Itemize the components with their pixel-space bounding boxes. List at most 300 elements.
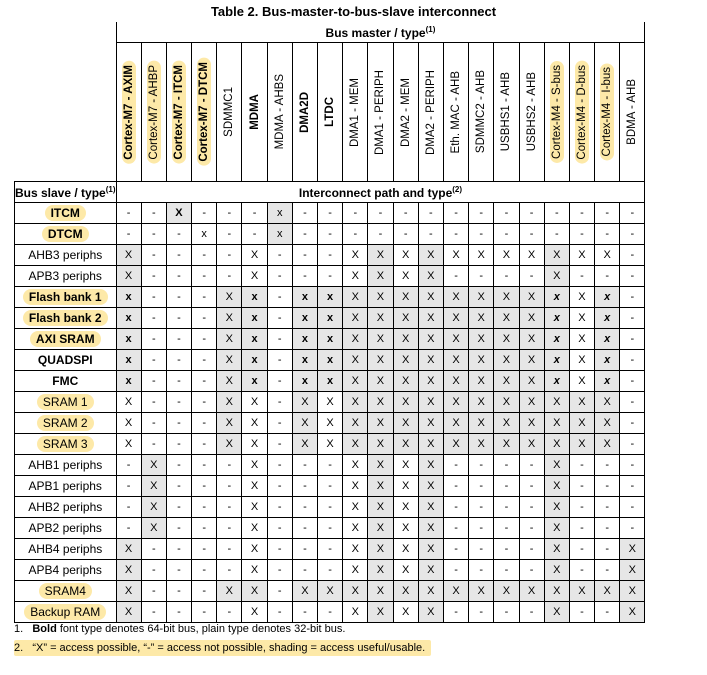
master-label: USBHS2 - AHB: [525, 72, 538, 152]
interconnect-cell: X: [393, 392, 418, 413]
interconnect-cell: -: [494, 518, 519, 539]
interconnect-cell: X: [544, 560, 569, 581]
interconnect-cell: -: [192, 392, 217, 413]
interconnect-cell: X: [116, 581, 141, 602]
interconnect-cell: X: [569, 413, 594, 434]
interconnect-cell: -: [620, 392, 645, 413]
master-label: USBHS1 - AHB: [500, 72, 513, 152]
interconnect-cell: -: [116, 476, 141, 497]
interconnect-cell: X: [393, 476, 418, 497]
slave-label: APB3 periphs: [28, 269, 102, 283]
interconnect-cell: X: [494, 581, 519, 602]
slave-label: APB4 periphs: [28, 563, 102, 577]
interconnect-cell: X: [343, 560, 368, 581]
interconnect-cell: x: [595, 308, 620, 329]
interconnect-cell: -: [267, 539, 292, 560]
interconnect-cell: x: [242, 350, 267, 371]
interconnect-cell: X: [393, 602, 418, 623]
master-label: DMA2D: [298, 91, 311, 133]
interconnect-cell: -: [116, 224, 141, 245]
interconnect-cell: -: [267, 392, 292, 413]
interconnect-cell: -: [217, 560, 242, 581]
master-column-header: [620, 43, 645, 182]
master-label: SDMMC2 - AHB: [475, 70, 488, 154]
interconnect-cell: x: [267, 224, 292, 245]
master-column-header: [217, 43, 242, 182]
interconnect-cell: X: [418, 392, 443, 413]
interconnect-cell: -: [368, 224, 393, 245]
interconnect-cell: x: [544, 287, 569, 308]
interconnect-cell: -: [318, 560, 343, 581]
interconnect-cell: X: [343, 287, 368, 308]
table-row: [15, 539, 645, 560]
slave-name-cell: [15, 497, 117, 518]
master-label: DMA2 - MEM: [399, 77, 412, 147]
interconnect-cell: X: [443, 392, 468, 413]
interconnect-cell: X: [368, 518, 393, 539]
interconnect-cell: X: [393, 539, 418, 560]
interconnect-cell: -: [620, 371, 645, 392]
table-row: [15, 329, 645, 350]
interconnect-cell: -: [494, 203, 519, 224]
interconnect-cell: -: [141, 392, 166, 413]
interconnect-cell: -: [141, 287, 166, 308]
interconnect-cell: X: [519, 287, 544, 308]
interconnect-cell: -: [469, 602, 494, 623]
interconnect-cell: X: [217, 581, 242, 602]
interconnect-cell: X: [343, 392, 368, 413]
interconnect-cell: -: [192, 350, 217, 371]
interconnect-cell: -: [267, 371, 292, 392]
interconnect-cell: X: [418, 434, 443, 455]
interconnect-cell: X: [469, 434, 494, 455]
interconnect-cell: x: [242, 287, 267, 308]
interconnect-cell: X: [242, 581, 267, 602]
interconnect-cell: -: [166, 476, 191, 497]
bus-slave-header: [15, 182, 117, 203]
interconnect-cell: -: [343, 203, 368, 224]
interconnect-cell: X: [443, 329, 468, 350]
interconnect-cell: -: [494, 266, 519, 287]
master-column-header: [242, 43, 267, 182]
table-row: [15, 434, 645, 455]
interconnect-cell: X: [141, 497, 166, 518]
interconnect-cell: -: [267, 350, 292, 371]
interconnect-cell: X: [469, 413, 494, 434]
interconnect-cell: -: [569, 560, 594, 581]
interconnect-cell: X: [116, 602, 141, 623]
interconnect-cell: X: [418, 266, 443, 287]
interconnect-cell: X: [343, 371, 368, 392]
master-column-header: [141, 43, 166, 182]
interconnect-cell: X: [242, 455, 267, 476]
interconnect-cell: X: [544, 245, 569, 266]
interconnect-cell: X: [569, 287, 594, 308]
interconnect-cell: x: [318, 287, 343, 308]
interconnect-cell: -: [141, 224, 166, 245]
interconnect-cell: -: [217, 518, 242, 539]
interconnect-cell: X: [418, 287, 443, 308]
interconnect-cell: -: [318, 224, 343, 245]
interconnect-cell: -: [519, 476, 544, 497]
interconnect-cell: X: [116, 266, 141, 287]
interconnect-cell: X: [494, 329, 519, 350]
interconnect-cell: -: [469, 455, 494, 476]
interconnect-cell: X: [494, 434, 519, 455]
interconnect-cell: -: [443, 455, 468, 476]
interconnect-cell: X: [368, 350, 393, 371]
interconnect-cell: -: [166, 224, 191, 245]
slave-label: FMC: [52, 374, 79, 388]
master-label: MDMA - AHBS: [273, 74, 286, 150]
interconnect-cell: -: [595, 497, 620, 518]
interconnect-cell: x: [595, 371, 620, 392]
interconnect-cell: -: [443, 602, 468, 623]
interconnect-cell: X: [368, 266, 393, 287]
interconnect-cell: X: [418, 245, 443, 266]
interconnect-cell: X: [519, 371, 544, 392]
interconnect-cell: -: [242, 224, 267, 245]
slave-label: AHB3 periphs: [28, 248, 103, 262]
interconnect-cell: -: [141, 266, 166, 287]
interconnect-cell: -: [494, 560, 519, 581]
interconnect-cell: X: [469, 581, 494, 602]
interconnect-cell: X: [217, 434, 242, 455]
bus-master-footnote-ref: (1): [425, 24, 436, 34]
interconnect-cell: -: [166, 308, 191, 329]
interconnect-cell: -: [443, 203, 468, 224]
interconnect-cell: -: [620, 266, 645, 287]
interconnect-cell: X: [519, 308, 544, 329]
interconnect-cell: X: [519, 581, 544, 602]
slave-header-row: [15, 182, 645, 203]
interconnect-cell: -: [166, 518, 191, 539]
interconnect-cell: -: [469, 476, 494, 497]
interconnect-cell: -: [192, 560, 217, 581]
slave-name-cell: [15, 266, 117, 287]
interconnect-cell: -: [192, 203, 217, 224]
master-label: Cortex-M4 - D-bus: [575, 61, 589, 164]
interconnect-cell: -: [116, 497, 141, 518]
slave-label: QUADSPI: [37, 353, 93, 367]
master-label: Eth. MAC - AHB: [450, 70, 463, 154]
interconnect-cell: X: [519, 413, 544, 434]
interconnect-cell: X: [544, 266, 569, 287]
interconnect-cell: -: [620, 497, 645, 518]
interconnect-cell: -: [494, 497, 519, 518]
table-row: [15, 350, 645, 371]
interconnect-cell: X: [242, 245, 267, 266]
interconnect-cell: X: [443, 371, 468, 392]
interconnect-cell: X: [544, 497, 569, 518]
interconnect-cell: x: [242, 329, 267, 350]
interconnect-cell: -: [595, 560, 620, 581]
interconnect-cell: -: [217, 602, 242, 623]
interconnect-cell: X: [494, 392, 519, 413]
interconnect-cell: X: [217, 371, 242, 392]
interconnect-cell: X: [544, 602, 569, 623]
interconnect-cell: -: [418, 203, 443, 224]
interconnect-footnote-ref: (2): [452, 184, 463, 194]
interconnect-cell: -: [620, 350, 645, 371]
interconnect-cell: -: [166, 392, 191, 413]
interconnect-cell: -: [595, 602, 620, 623]
interconnect-cell: X: [368, 581, 393, 602]
master-label: Cortex-M7 - DTCM: [197, 58, 211, 166]
interconnect-cell: -: [192, 602, 217, 623]
interconnect-cell: -: [620, 308, 645, 329]
interconnect-cell: X: [544, 434, 569, 455]
interconnect-cell: -: [116, 203, 141, 224]
interconnect-cell: -: [620, 413, 645, 434]
interconnect-cell: -: [267, 560, 292, 581]
interconnect-cell: -: [292, 497, 317, 518]
interconnect-cell: -: [292, 518, 317, 539]
interconnect-cell: -: [141, 371, 166, 392]
interconnect-cell: X: [343, 413, 368, 434]
interconnect-cell: X: [569, 245, 594, 266]
interconnect-cell: X: [544, 392, 569, 413]
interconnect-cell: X: [217, 413, 242, 434]
interconnect-cell: X: [343, 518, 368, 539]
interconnect-cell: X: [443, 434, 468, 455]
interconnect-cell: -: [141, 539, 166, 560]
interconnect-cell: -: [292, 455, 317, 476]
interconnect-cell: -: [267, 518, 292, 539]
interconnect-cell: X: [343, 581, 368, 602]
interconnect-cell: -: [166, 350, 191, 371]
interconnect-cell: -: [292, 539, 317, 560]
interconnect-cell: X: [569, 329, 594, 350]
interconnect-cell: -: [569, 476, 594, 497]
interconnect-cell: -: [595, 224, 620, 245]
interconnect-cell: X: [469, 287, 494, 308]
footnote-1-text: font type denotes 64-bit bus, plain type denotes 32-bit bus.: [56, 623, 346, 635]
interconnect-cell: X: [418, 497, 443, 518]
interconnect-cell: -: [494, 539, 519, 560]
interconnect-cell: -: [141, 308, 166, 329]
interconnect-cell: X: [443, 581, 468, 602]
interconnect-cell: x: [318, 329, 343, 350]
interconnect-cell: X: [494, 308, 519, 329]
interconnect-cell: -: [141, 560, 166, 581]
bus-slave-footnote-ref: (1): [105, 184, 116, 194]
interconnect-cell: X: [217, 308, 242, 329]
interconnect-cell: -: [443, 266, 468, 287]
interconnect-cell: -: [192, 518, 217, 539]
interconnect-cell: X: [418, 455, 443, 476]
corner-cell: [15, 22, 117, 182]
interconnect-cell: -: [267, 581, 292, 602]
slave-name-cell: [15, 308, 117, 329]
interconnect-cell: x: [292, 308, 317, 329]
interconnect-cell: -: [620, 518, 645, 539]
interconnect-cell: -: [343, 224, 368, 245]
interconnect-cell: X: [418, 308, 443, 329]
footnote-1: [14, 623, 345, 635]
interconnect-cell: X: [469, 329, 494, 350]
interconnect-cell: -: [393, 203, 418, 224]
footnote-2-text: “X” = access possible, “-” = access not possible, shading = access useful/usable.: [32, 642, 426, 654]
interconnect-cell: X: [620, 560, 645, 581]
master-column-header: [494, 43, 519, 182]
interconnect-cell: X: [116, 560, 141, 581]
interconnect-cell: -: [166, 497, 191, 518]
interconnect-cell: -: [292, 245, 317, 266]
interconnect-cell: x: [267, 203, 292, 224]
interconnect-cell: X: [393, 413, 418, 434]
interconnect-cell: -: [494, 224, 519, 245]
interconnect-cell: X: [368, 329, 393, 350]
interconnect-cell: -: [569, 266, 594, 287]
interconnect-cell: -: [368, 203, 393, 224]
interconnect-cell: X: [418, 560, 443, 581]
interconnect-cell: -: [267, 287, 292, 308]
interconnect-cell: X: [443, 308, 468, 329]
interconnect-cell: -: [141, 203, 166, 224]
interconnect-cell: X: [116, 434, 141, 455]
slave-name-cell: [15, 203, 117, 224]
interconnect-cell: X: [418, 371, 443, 392]
table-row: [15, 476, 645, 497]
interconnect-cell: -: [141, 329, 166, 350]
interconnect-cell: -: [217, 224, 242, 245]
bus-master-header: [116, 22, 645, 43]
interconnect-cell: -: [292, 560, 317, 581]
interconnect-cell: -: [217, 203, 242, 224]
interconnect-cell: -: [443, 539, 468, 560]
interconnect-cell: X: [368, 392, 393, 413]
interconnect-cell: X: [343, 329, 368, 350]
interconnect-cell: -: [192, 434, 217, 455]
interconnect-cell: X: [418, 581, 443, 602]
interconnect-cell: -: [494, 602, 519, 623]
interconnect-cell: X: [343, 308, 368, 329]
master-column-header: [292, 43, 317, 182]
interconnect-cell: -: [292, 203, 317, 224]
slave-name-cell: [15, 581, 117, 602]
interconnect-cell: x: [544, 329, 569, 350]
interconnect-cell: X: [318, 434, 343, 455]
interconnect-cell: -: [443, 476, 468, 497]
interconnect-cell: -: [519, 518, 544, 539]
interconnect-cell: -: [141, 350, 166, 371]
interconnect-cell: -: [620, 455, 645, 476]
interconnect-cell: -: [318, 245, 343, 266]
table-row: [15, 371, 645, 392]
interconnect-cell: -: [569, 602, 594, 623]
interconnect-cell: X: [595, 413, 620, 434]
slave-name-cell: [15, 245, 117, 266]
interconnect-cell: X: [569, 350, 594, 371]
slave-label: AHB1 periphs: [28, 458, 103, 472]
interconnect-cell: X: [544, 539, 569, 560]
master-column-header: [116, 43, 141, 182]
bus-slave-label: Bus slave / type: [15, 185, 106, 200]
interconnect-cell: X: [519, 434, 544, 455]
interconnect-cell: X: [242, 392, 267, 413]
interconnect-cell: X: [368, 287, 393, 308]
table-row: [15, 203, 645, 224]
interconnect-cell: x: [544, 308, 569, 329]
interconnect-cell: -: [217, 539, 242, 560]
slave-name-cell: [15, 455, 117, 476]
interconnect-label: Interconnect path and type: [298, 185, 453, 200]
interconnect-cell: -: [595, 203, 620, 224]
footnote-1-number: 1.: [14, 623, 24, 635]
interconnect-cell: X: [368, 497, 393, 518]
slave-name-cell: [15, 560, 117, 581]
interconnect-cell: -: [141, 581, 166, 602]
interconnect-cell: -: [192, 245, 217, 266]
slave-name-cell: [15, 392, 117, 413]
slave-label: AHB2 periphs: [28, 500, 103, 514]
interconnect-cell: -: [569, 497, 594, 518]
interconnect-cell: -: [519, 602, 544, 623]
interconnect-cell: -: [141, 602, 166, 623]
interconnect-cell: X: [217, 287, 242, 308]
slave-name-cell: [15, 350, 117, 371]
interconnect-cell: -: [318, 266, 343, 287]
slave-label: Backup RAM: [24, 604, 106, 620]
interconnect-cell: x: [292, 350, 317, 371]
table-row: [15, 413, 645, 434]
interconnect-cell: -: [217, 455, 242, 476]
master-label: Cortex-M4 - S-bus: [550, 61, 564, 163]
interconnect-cell: X: [343, 476, 368, 497]
interconnect-cell: -: [519, 203, 544, 224]
slave-label: APB1 periphs: [28, 479, 102, 493]
master-label: BDMA - AHB: [626, 79, 639, 145]
slave-name-cell: [15, 287, 117, 308]
interconnect-cell: X: [393, 350, 418, 371]
slave-name-cell: [15, 434, 117, 455]
interconnect-cell: X: [368, 602, 393, 623]
interconnect-cell: X: [544, 581, 569, 602]
interconnect-cell: -: [519, 497, 544, 518]
interconnect-cell: X: [469, 350, 494, 371]
interconnect-cell: X: [595, 581, 620, 602]
interconnect-cell: -: [569, 203, 594, 224]
interconnect-cell: -: [166, 581, 191, 602]
interconnect-cell: X: [343, 434, 368, 455]
interconnect-cell: -: [318, 539, 343, 560]
interconnect-cell: -: [267, 245, 292, 266]
interconnect-cell: X: [494, 350, 519, 371]
interconnect-cell: X: [242, 497, 267, 518]
slave-name-cell: [15, 371, 117, 392]
table-body: [15, 203, 645, 623]
interconnect-cell: -: [267, 329, 292, 350]
master-column-header: [595, 43, 620, 182]
interconnect-cell: x: [318, 308, 343, 329]
interconnect-cell: x: [116, 371, 141, 392]
interconnect-cell: -: [267, 434, 292, 455]
master-column-header: [418, 43, 443, 182]
interconnect-cell: -: [569, 518, 594, 539]
interconnect-cell: X: [343, 539, 368, 560]
interconnect-cell: -: [141, 434, 166, 455]
interconnect-cell: X: [595, 392, 620, 413]
interconnect-cell: -: [141, 245, 166, 266]
interconnect-cell: x: [595, 350, 620, 371]
master-column-header: [443, 43, 468, 182]
interconnect-cell: -: [544, 224, 569, 245]
interconnect-cell: -: [267, 476, 292, 497]
slave-name-cell: [15, 329, 117, 350]
interconnect-cell: X: [443, 350, 468, 371]
interconnect-cell: X: [292, 392, 317, 413]
